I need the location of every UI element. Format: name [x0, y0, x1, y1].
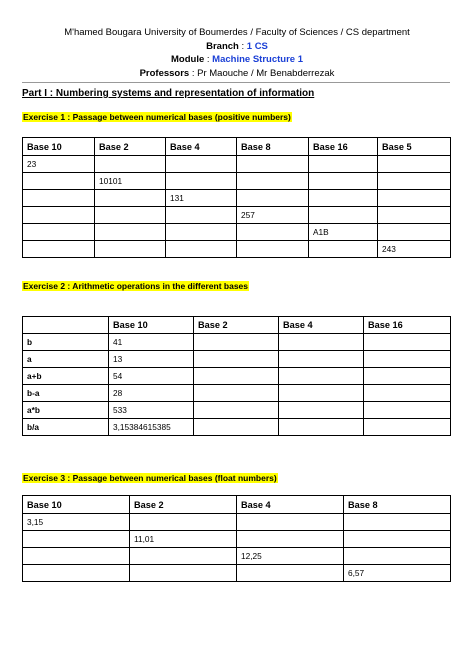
table-cell: 23 — [23, 156, 95, 173]
branch-line — [0, 40, 474, 54]
table-cell — [23, 190, 95, 207]
table-cell — [279, 368, 364, 385]
table-cell — [23, 548, 130, 565]
table-cell — [23, 565, 130, 582]
table-cell: a — [23, 351, 109, 368]
table-row — [23, 385, 451, 402]
table-cell — [237, 514, 344, 531]
exercise3-table — [22, 495, 451, 582]
table-row — [23, 190, 451, 207]
table-cell — [378, 190, 451, 207]
header-cell — [23, 317, 109, 334]
header-cell: Base 2 — [194, 317, 279, 334]
table-cell: 12,25 — [237, 548, 344, 565]
table-row — [23, 368, 451, 385]
table-cell — [279, 334, 364, 351]
table-cell — [237, 173, 309, 190]
table-cell — [237, 156, 309, 173]
table-cell: b — [23, 334, 109, 351]
exercise2-table — [22, 316, 451, 436]
table-cell — [378, 207, 451, 224]
table-cell: A1B — [309, 224, 378, 241]
table-cell: a+b — [23, 368, 109, 385]
professors-label: Professors — [139, 67, 190, 79]
table-cell — [237, 190, 309, 207]
table-cell — [166, 173, 237, 190]
table-cell: 6,57 — [344, 565, 451, 582]
table-cell — [279, 402, 364, 419]
table-cell — [194, 402, 279, 419]
header-cell: Base 2 — [130, 496, 237, 514]
table-cell: 41 — [109, 334, 194, 351]
table-cell: 243 — [378, 241, 451, 258]
table-cell: 533 — [109, 402, 194, 419]
table-row — [23, 207, 451, 224]
table-cell — [344, 514, 451, 531]
module-value: Machine Structure 1 — [212, 54, 303, 65]
table-row — [23, 531, 451, 548]
module-label: Module — [171, 54, 205, 65]
branch-value: 1 CS — [246, 40, 268, 52]
table-cell: 10101 — [95, 173, 166, 190]
table-cell — [166, 156, 237, 173]
table-cell — [23, 207, 95, 224]
header-cell: Base 8 — [237, 138, 309, 156]
table-row — [23, 514, 451, 531]
table-cell — [95, 207, 166, 224]
table-cell — [309, 190, 378, 207]
header-divider — [22, 82, 450, 83]
header-cell: Base 8 — [344, 496, 451, 514]
table-cell — [344, 548, 451, 565]
header-cell: Base 10 — [109, 317, 194, 334]
exercise1-table — [22, 137, 451, 258]
header-cell: Base 5 — [378, 138, 451, 156]
table-header-row — [23, 317, 451, 334]
table-row — [23, 224, 451, 241]
module-line — [0, 53, 474, 67]
table-cell — [130, 565, 237, 582]
table-cell: 3,15 — [23, 514, 130, 531]
header-cell: Base 4 — [279, 317, 364, 334]
table-cell — [364, 402, 451, 419]
table-cell — [130, 548, 237, 565]
table-cell — [378, 156, 451, 173]
table-row — [23, 334, 451, 351]
table-cell — [166, 241, 237, 258]
table-cell — [237, 565, 344, 582]
table-cell — [279, 419, 364, 436]
professors-colon: : — [189, 67, 198, 79]
table-cell — [378, 173, 451, 190]
module-colon: : — [204, 54, 213, 65]
table-cell — [364, 351, 451, 368]
table-cell — [95, 156, 166, 173]
table-row — [23, 565, 451, 582]
table-row — [23, 419, 451, 436]
table-cell — [364, 334, 451, 351]
table-cell — [166, 224, 237, 241]
exercise2-title: Exercise 2 : Arithmetic operations in the different bases — [23, 281, 249, 291]
table-row — [23, 402, 451, 419]
table-cell — [130, 514, 237, 531]
table-cell — [194, 351, 279, 368]
header-cell: Base 4 — [237, 496, 344, 514]
part-title: Part I : Numbering systems and representation of information — [22, 88, 315, 99]
table-cell — [95, 224, 166, 241]
header-cell: Base 10 — [23, 496, 130, 514]
table-cell — [194, 385, 279, 402]
table-cell: b-a — [23, 385, 109, 402]
table-cell — [309, 241, 378, 258]
table-cell — [279, 385, 364, 402]
table-cell: 11,01 — [130, 531, 237, 548]
table-row — [23, 241, 451, 258]
table-cell: 13 — [109, 351, 194, 368]
table-cell — [309, 173, 378, 190]
table-cell — [166, 207, 237, 224]
table-cell — [23, 224, 95, 241]
table-row — [23, 548, 451, 565]
header-cell: Base 4 — [166, 138, 237, 156]
table-cell — [344, 531, 451, 548]
header-cell: Base 10 — [23, 138, 95, 156]
table-cell: 54 — [109, 368, 194, 385]
table-cell: 131 — [166, 190, 237, 207]
table-cell: a*b — [23, 402, 109, 419]
branch-label: Branch — [206, 40, 239, 52]
table-cell — [237, 531, 344, 548]
table-cell — [364, 368, 451, 385]
table-header-row — [23, 138, 451, 156]
header-cell: Base 16 — [309, 138, 378, 156]
table-cell — [194, 368, 279, 385]
exercise3-title: Exercise 3 : Passage between numerical bases (float numbers) — [23, 473, 277, 483]
table-cell: 257 — [237, 207, 309, 224]
professors-value: Pr Maouche / Mr Benabderrezak — [197, 67, 335, 79]
table-cell — [23, 241, 95, 258]
table-row — [23, 156, 451, 173]
professors-line — [0, 67, 474, 81]
table-cell — [237, 224, 309, 241]
table-cell — [194, 334, 279, 351]
table-cell — [309, 207, 378, 224]
table-cell: 3,15384615385 — [109, 419, 194, 436]
table-cell — [95, 241, 166, 258]
table-cell — [378, 224, 451, 241]
table-cell — [279, 351, 364, 368]
table-cell — [364, 419, 451, 436]
table-row — [23, 173, 451, 190]
table-cell — [309, 156, 378, 173]
table-cell — [194, 419, 279, 436]
header-cell: Base 16 — [364, 317, 451, 334]
table-cell — [237, 241, 309, 258]
table-header-row — [23, 496, 451, 514]
header-cell: Base 2 — [95, 138, 166, 156]
table-cell — [23, 531, 130, 548]
table-cell — [364, 385, 451, 402]
table-cell: b/a — [23, 419, 109, 436]
university-line: M'hamed Bougara University of Boumerdes / Faculty of Sciences / CS department — [64, 27, 410, 38]
table-cell — [23, 173, 95, 190]
exercise1-title: Exercise 1 : Passage between numerical bases (positive numbers) — [23, 112, 291, 122]
table-cell: 28 — [109, 385, 194, 402]
table-cell — [95, 190, 166, 207]
table-row — [23, 351, 451, 368]
branch-colon: : — [238, 40, 247, 52]
